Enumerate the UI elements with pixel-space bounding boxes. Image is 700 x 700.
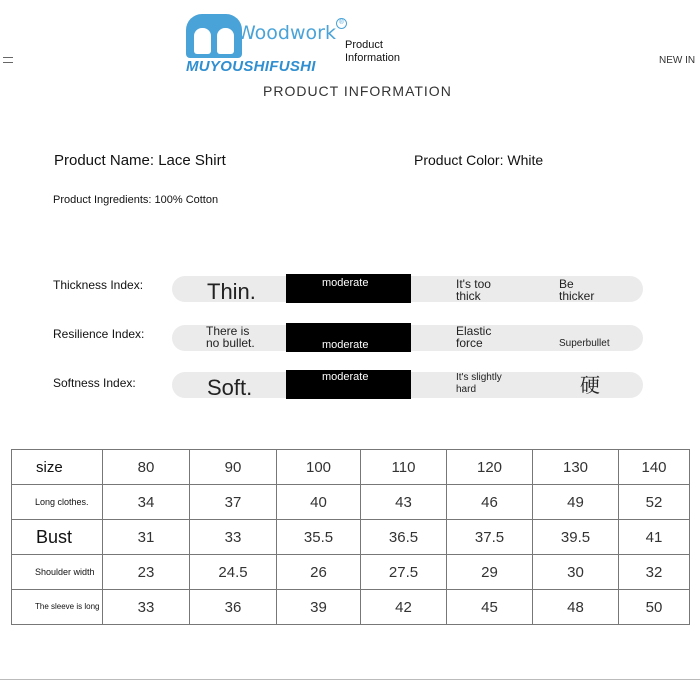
table-cell: 52: [619, 485, 690, 520]
table-cell: 90: [190, 450, 277, 485]
table-cell: 49: [533, 485, 619, 520]
table-row: [12, 520, 690, 555]
resilience-option-elastic: [456, 325, 491, 349]
resilience-opt1-line1: There is: [206, 324, 250, 338]
thickness-opt4-line1: Be: [559, 277, 574, 291]
table-cell: 43: [361, 485, 447, 520]
size-table: [11, 449, 690, 625]
row-label: size: [12, 450, 103, 485]
table-cell: 80: [103, 450, 190, 485]
table-row: [12, 485, 690, 520]
thickness-option-thicker: [559, 278, 594, 302]
menu-icon[interactable]: [3, 57, 13, 65]
softness-option-soft: Soft.: [207, 375, 253, 400]
row-label: Long clothes.: [12, 485, 103, 520]
table-cell: 50: [619, 590, 690, 625]
table-row: [12, 555, 690, 590]
product-information-link[interactable]: [345, 39, 425, 65]
table-cell: 33: [190, 520, 277, 555]
product-color: Product Color: White: [414, 152, 544, 168]
resilience-option-no-bullet: [206, 325, 255, 349]
table-cell: 24.5: [190, 555, 277, 590]
table-row: [12, 590, 690, 625]
thickness-opt3-line2: thick: [456, 289, 481, 303]
brand-name: MUYOUSHIFUSHI: [186, 58, 316, 75]
table-cell: 26: [277, 555, 361, 590]
table-cell: 41: [619, 520, 690, 555]
new-in-link[interactable]: NEW IN: [659, 55, 696, 66]
table-cell: 31: [103, 520, 190, 555]
table-cell: 42: [361, 590, 447, 625]
resilience-opt1-line2: no bullet.: [206, 336, 255, 350]
table-cell: 36: [190, 590, 277, 625]
bottom-divider: [0, 679, 700, 680]
section-title: PRODUCT INFORMATION: [263, 83, 452, 99]
thickness-index-label: Thickness Index:: [53, 278, 144, 292]
softness-option-hard: 硬: [580, 375, 600, 397]
table-cell: 27.5: [361, 555, 447, 590]
product-info-line2: Information: [345, 52, 401, 64]
table-cell: 34: [103, 485, 190, 520]
product-info-line1: Product: [345, 39, 383, 51]
table-cell: 120: [447, 450, 533, 485]
resilience-opt3-line1: Elastic: [456, 324, 492, 338]
table-cell: 35.5: [277, 520, 361, 555]
table-cell: 48: [533, 590, 619, 625]
table-cell: 46: [447, 485, 533, 520]
thickness-option-thin: Thin.: [207, 279, 256, 304]
thickness-option-moderate: moderate: [322, 277, 369, 289]
registered-icon: ®: [336, 18, 347, 29]
resilience-option-superbullet: Superbullet: [559, 338, 610, 349]
table-cell: 130: [533, 450, 619, 485]
table-cell: 29: [447, 555, 533, 590]
softness-option-slightly-hard: [456, 372, 502, 396]
thickness-option-too-thick: [456, 278, 491, 302]
row-label: Bust: [12, 520, 103, 555]
logo-word: Woodwork: [237, 22, 336, 44]
resilience-option-moderate: moderate: [322, 339, 369, 351]
softness-opt3-line1: It's slightly: [456, 372, 502, 383]
table-cell: 39.5: [533, 520, 619, 555]
table-row: [12, 450, 690, 485]
table-cell: 33: [103, 590, 190, 625]
table-cell: 23: [103, 555, 190, 590]
row-label: Shoulder width: [12, 555, 103, 590]
table-cell: 110: [361, 450, 447, 485]
softness-index-label: Softness Index:: [53, 376, 136, 390]
table-cell: 100: [277, 450, 361, 485]
brand-logo: [186, 14, 346, 78]
softness-opt3-line2: hard: [456, 384, 477, 395]
table-cell: 40: [277, 485, 361, 520]
table-cell: 30: [533, 555, 619, 590]
product-name: Product Name: Lace Shirt: [54, 152, 226, 169]
table-cell: 39: [277, 590, 361, 625]
softness-option-moderate: moderate: [322, 371, 369, 383]
table-cell: 140: [619, 450, 690, 485]
table-cell: 37: [190, 485, 277, 520]
row-label: The sleeve is long: [12, 590, 103, 625]
table-cell: 37.5: [447, 520, 533, 555]
resilience-index-label: Resilience Index:: [53, 327, 145, 341]
thickness-opt3-line1: It's too: [456, 277, 491, 291]
table-cell: 32: [619, 555, 690, 590]
table-cell: 36.5: [361, 520, 447, 555]
logo-mark: [186, 14, 242, 58]
thickness-opt4-line2: thicker: [559, 289, 595, 303]
resilience-opt3-line2: force: [456, 336, 483, 350]
product-ingredients: Product Ingredients: 100% Cotton: [53, 194, 219, 206]
table-cell: 45: [447, 590, 533, 625]
